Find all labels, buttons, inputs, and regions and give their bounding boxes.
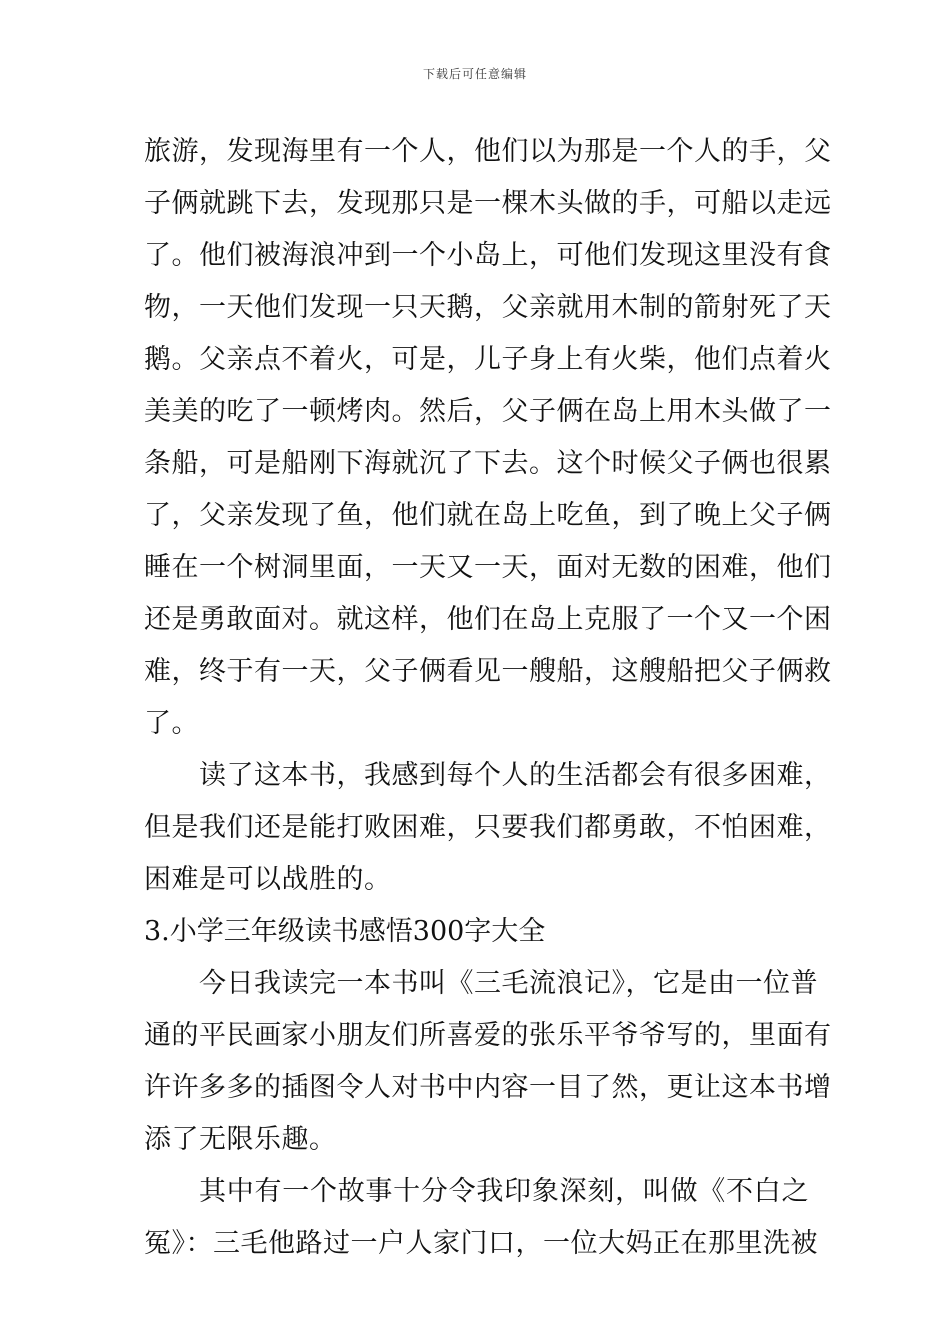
page-header: 下载后可任意编辑 xyxy=(422,67,527,81)
text-line: 通的平民画家小朋友们所喜爱的张乐平爷爷写的，里面有 xyxy=(144,1020,832,1051)
text-line: 了。 xyxy=(144,708,199,739)
document-body xyxy=(144,126,832,1270)
text-line: 但是我们还是能打败困难，只要我们都勇敢，不怕困难， xyxy=(144,812,832,843)
paragraph-book-intro xyxy=(144,958,832,1166)
text-line: 许许多多的插图令人对书中内容一目了然，更让这本书增 xyxy=(144,1072,832,1103)
text-line: 条船，可是船刚下海就沉了下去。这个时候父子俩也很累 xyxy=(144,448,832,479)
paragraph-story-continuation xyxy=(144,126,832,750)
text-line: 今日我读完一本书叫《三毛流浪记》，它是由一位普 xyxy=(199,968,818,999)
text-line: 其中有一个故事十分令我印象深刻，叫做《不白之 xyxy=(199,1176,809,1207)
paragraph-story-example xyxy=(144,1166,818,1270)
section-heading: 3.小学三年级读书感悟300字大全 xyxy=(144,916,546,947)
text-line: 子俩就跳下去，发现那只是一棵木头做的手，可船以走远 xyxy=(144,188,832,219)
text-line: 读了这本书，我感到每个人的生活都会有很多困难， xyxy=(199,760,832,791)
text-line: 睡在一个树洞里面，一天又一天，面对无数的困难，他们 xyxy=(144,552,832,583)
text-line: 冤》：三毛他路过一户人家门口，一位大妈正在那里洗被 xyxy=(144,1228,818,1259)
text-line: 添了无限乐趣。 xyxy=(144,1124,337,1155)
text-line: 旅游，发现海里有一个人，他们以为那是一个人的手，父 xyxy=(144,136,832,167)
text-line: 难，终于有一天，父子俩看见一艘船，这艘船把父子俩救 xyxy=(144,656,832,687)
text-line: 了，父亲发现了鱼，他们就在岛上吃鱼，到了晚上父子俩 xyxy=(144,500,832,531)
text-line: 还是勇敢面对。就这样，他们在岛上克服了一个又一个困 xyxy=(144,604,832,635)
text-line: 美美的吃了一顿烤肉。然后，父子俩在岛上用木头做了一 xyxy=(144,396,832,427)
text-line: 了。他们被海浪冲到一个小岛上，可他们发现这里没有食 xyxy=(144,240,832,271)
text-line: 困难是可以战胜的。 xyxy=(144,864,392,895)
paragraph-reflection xyxy=(144,750,832,906)
text-line: 鹅。父亲点不着火，可是，儿子身上有火柴，他们点着火 xyxy=(144,344,832,375)
text-line: 物，一天他们发现一只天鹅，父亲就用木制的箭射死了天 xyxy=(144,292,832,323)
